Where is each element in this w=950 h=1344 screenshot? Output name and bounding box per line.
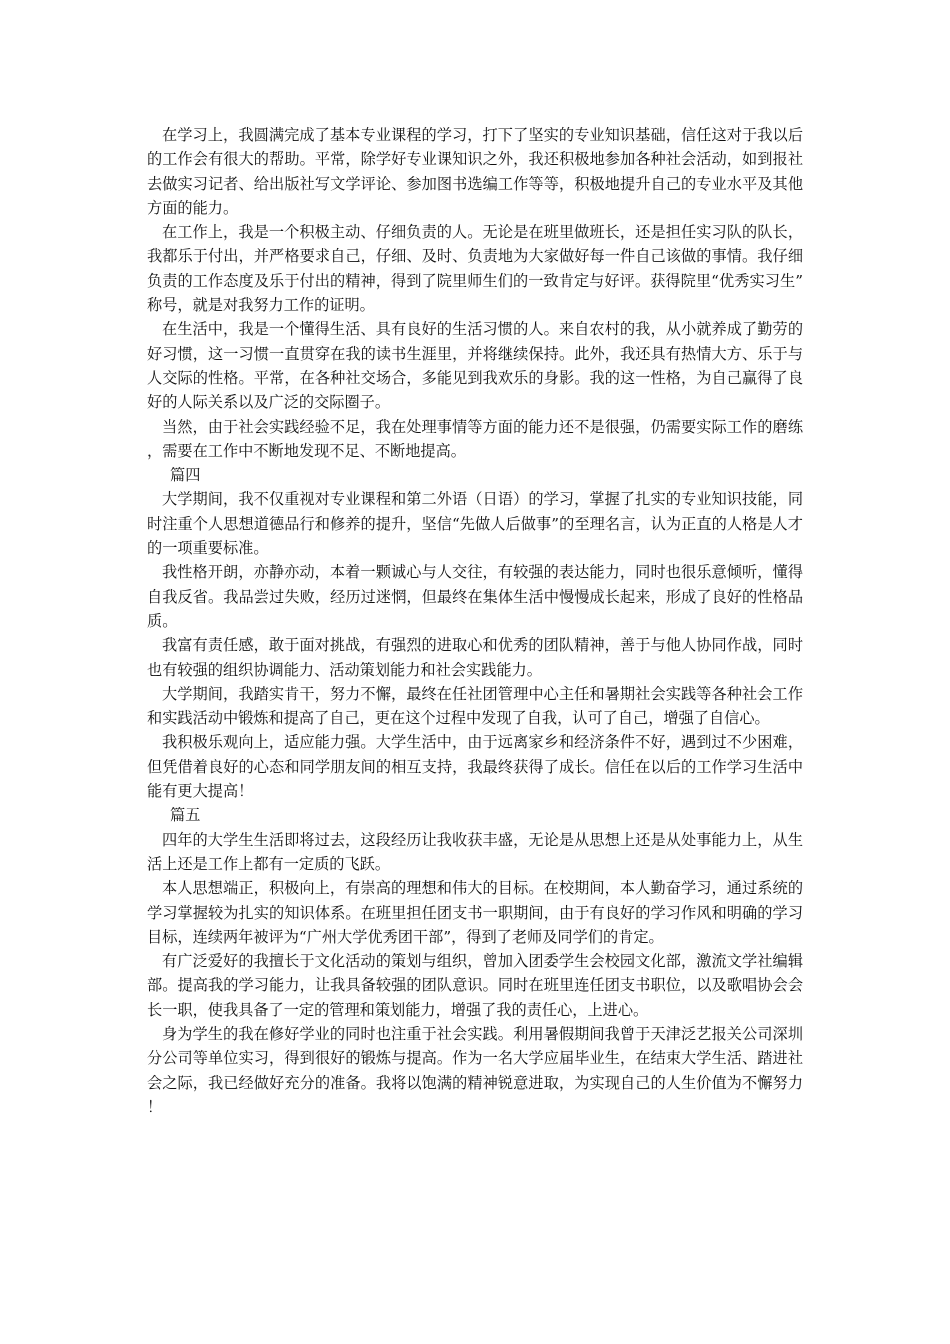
paragraph-4-2: 我性格开朗，亦静亦动，本着一颗诚心与人交往，有较强的表达能力，同时也很乐意倾听，懂得自我反省。我品尝过失败，经历过迷惘，但最终在集体生活中慢慢成长起来，形成了良好的性格品质。 (147, 563, 803, 630)
section-heading-5: 篇五 (170, 806, 201, 825)
paragraph-work: 在工作上，我是一个积极主动、仔细负责的人。无论是在班里做班长，还是担任实习队的队长，我都乐于付出，并严格要求自己，仔细、及时、负责地为大家做好每一件自己该做的事情。我仔细负责的工作态度及乐于付出的精神，得到了院里师生们的一致肯定与好评。获得院里“优秀实习生”称号，就是对我努力工作的证明。 (147, 223, 803, 315)
paragraph-4-5: 我积极乐观向上，适应能力强。大学生活中，由于远离家乡和经济条件不好，遇到过不少困难，但凭借着良好的心态和同学朋友间的相互支持，我最终获得了成长。信任在以后的工作学习生活中能有更大提高！ (147, 733, 803, 801)
paragraph-4-4: 大学期间，我踏实肯干，努力不懈，最终在任社团管理中心主任和暑期社会实践等各种社会工作和实践活动中锻炼和提高了自己，更在这个过程中发现了自我，认可了自己，增强了自信心。 (147, 684, 803, 728)
paragraph-5-2: 本人思想端正，积极向上，有崇高的理想和伟大的目标。在校期间，本人勤奋学习，通过系统的学习掌握较为扎实的知识体系。在班里担任团支书一职期间，由于有良好的学习作风和明确的学习目标，连续两年被评为“广州大学优秀团干部”，得到了老师及同学们的肯定。 (147, 879, 803, 946)
paragraph-4-3: 我富有责任感，敢于面对挑战，有强烈的进取心和优秀的团队精神，善于与他人协同作战，同时也有较强的组织协调能力、活动策划能力和社会实践能力。 (147, 636, 803, 679)
paragraph-life: 在生活中，我是一个懂得生活、具有良好的生活习惯的人。来自农村的我，从小就养成了勤劳的好习惯，这一习惯一直贯穿在我的读书生涯里，并将继续保持。此外，我还具有热情大方、乐于与人交际的性格。平常，在各种社交场合，多能见到我欢乐的身影。我的这一性格，为自己赢得了良好的人际关系以及广泛的交际圈子。 (147, 320, 803, 412)
paragraph-5-4: 身为学生的我在修好学业的同时也注重于社会实践。利用暑假期间我曾于天津泛艺报关公司深圳分公司等单位实习，得到很好的锻炼与提高。作为一名大学应届毕业生，在结束大学生活、踏进社会之际，我已经做好充分的准备。我将以饱满的精神锐意进取，为实现自己的人生价值为不懈努力！ (147, 1024, 803, 1116)
paragraph-5-1: 四年的大学生生活即将过去，这段经历让我收获丰盛，无论是从思想上还是从处事能力上，从生活上还是工作上都有一定质的飞跃。 (147, 830, 803, 873)
paragraph-study: 在学习上，我圆满完成了基本专业课程的学习，打下了坚实的专业知识基础，信任这对于我以后的工作会有很大的帮助。平常，除学好专业课知识之外，我还积极地参加各种社会活动，如到报社去做实习记者、给出版社写文学评论、参加图书选编工作等等，积极地提升自己的专业水平及其他方面的能力。 (147, 126, 803, 217)
paragraph-4-1: 大学期间，我不仅重视对专业课程和第二外语（日语）的学习，掌握了扎实的专业知识技能，同时注重个人思想道德品行和修养的提升，坚信“先做人后做事”的至理名言，认为正直的人格是人才的一项重要标准。 (147, 490, 803, 558)
section-heading-4: 篇四 (170, 466, 201, 485)
document-body (147, 123, 803, 1119)
paragraph-5-3: 有广泛爱好的我擅长于文化活动的策划与组织，曾加入团委学生会校园文化部，激流文学社编辑部。提高我的学习能力，让我具备较强的团队意识。同时在班里连任团支书职位，以及歌唱协会会长一职，使我具备了一定的管理和策划能力，增强了我的责任心，上进心。 (147, 952, 803, 1019)
paragraph-shortcoming: 当然，由于社会实践经验不足，我在处理事情等方面的能力还不是很强，仍需要实际工作的磨练，需要在工作中不断地发现不足、不断地提高。 (147, 417, 803, 460)
